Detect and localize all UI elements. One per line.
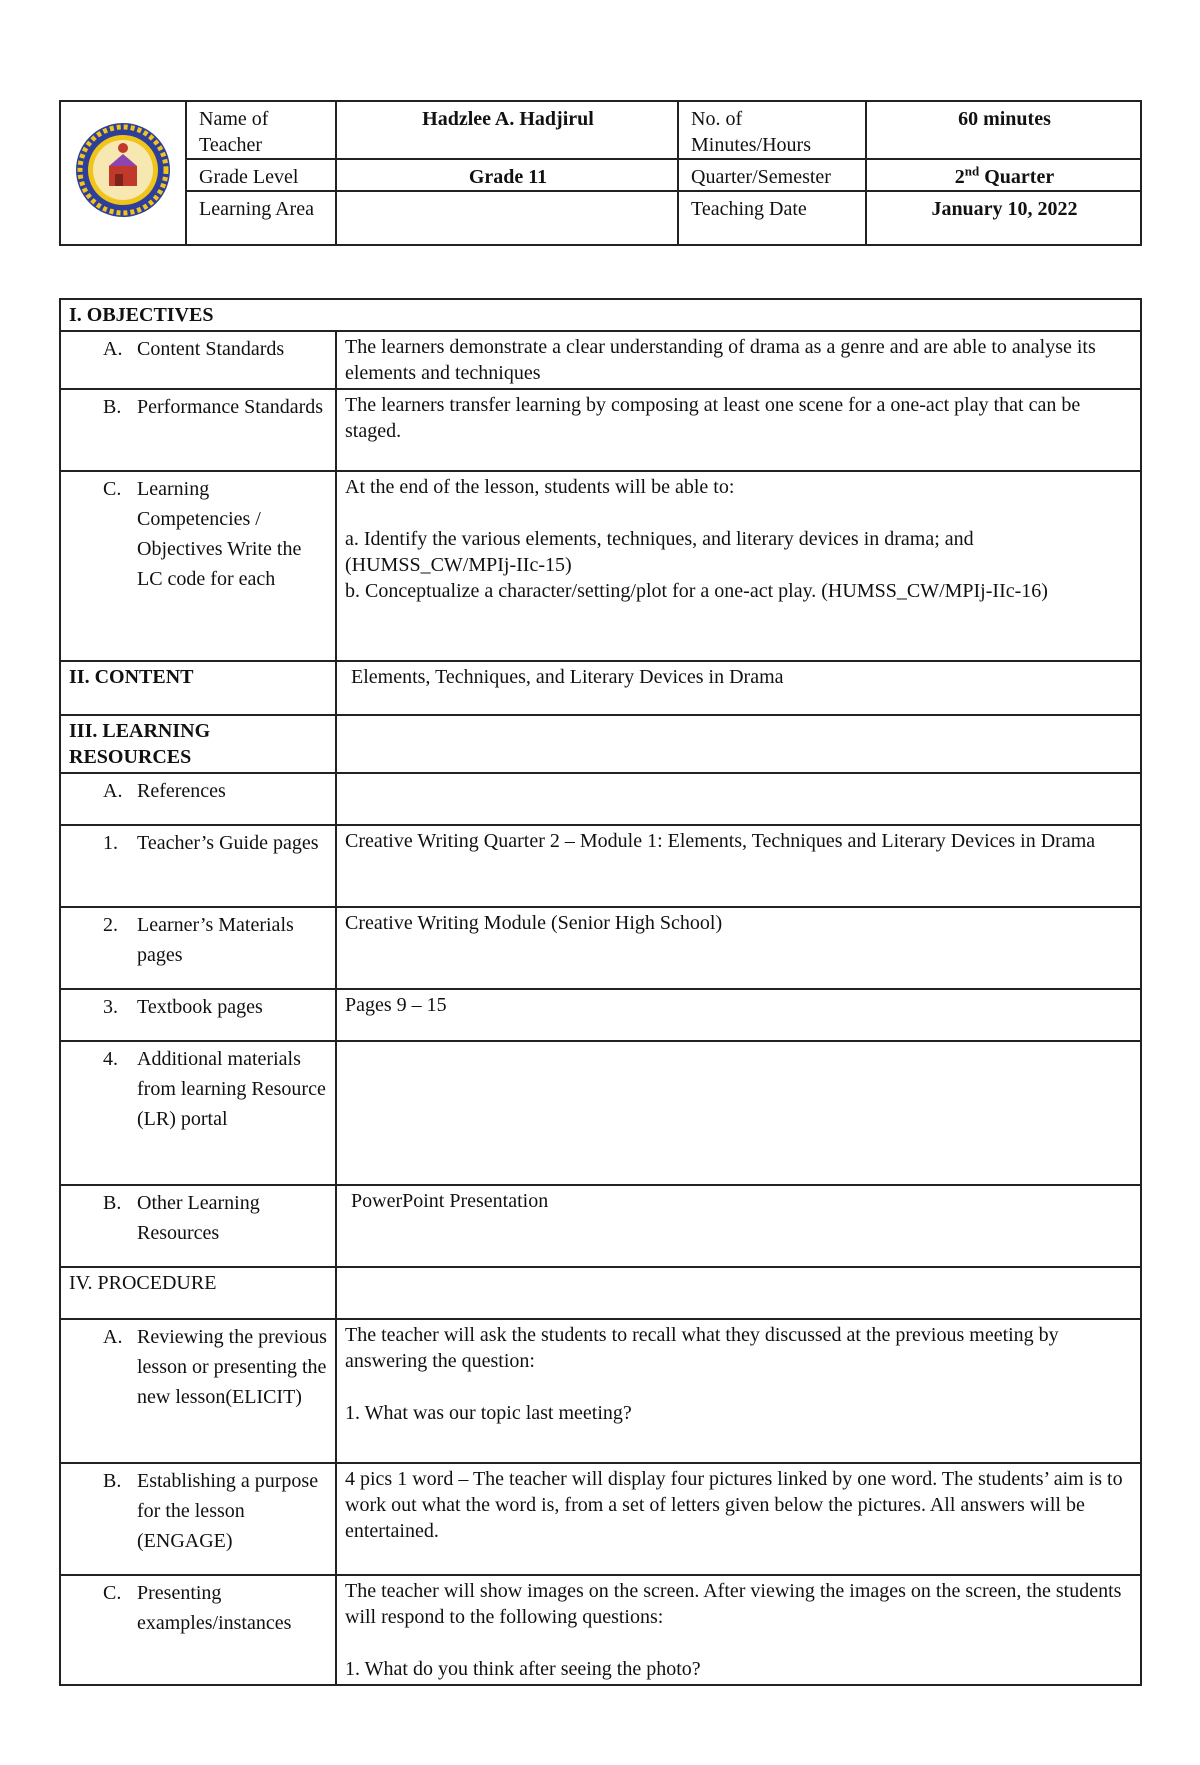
textbook-pages-text: Pages 9 – 15 — [336, 989, 1141, 1041]
quarter-value: 2nd Quarter — [866, 159, 1141, 191]
procedure-heading: IV. PROCEDURE — [60, 1267, 336, 1319]
quarter-label: Quarter/Semester — [678, 159, 866, 191]
procedure-empty — [336, 1267, 1141, 1319]
additional-materials-text — [336, 1041, 1141, 1185]
content-heading: II. CONTENT — [60, 661, 336, 715]
references-empty — [336, 773, 1141, 825]
learning-resources-heading: III. LEARNING RESOURCES — [60, 715, 336, 773]
learning-competencies-label: C. Learning Competencies / Objectives Write the LC code for each — [60, 471, 336, 661]
school-logo — [60, 101, 186, 245]
learning-area-label: Learning Area — [186, 191, 336, 245]
grade-level-label: Grade Level — [186, 159, 336, 191]
teachers-guide-text: Creative Writing Quarter 2 – Module 1: Elements, Techniques and Literary Devices in Drama — [336, 825, 1141, 907]
presenting-question-1: 1. What do you think after seeing the photo? — [345, 1658, 701, 1680]
performance-standards-label: B. Performance Standards — [60, 389, 336, 471]
presenting-examples-label: C. Presenting examples/instances — [60, 1575, 336, 1685]
presenting-examples-text — [336, 1575, 1141, 1685]
learners-materials-text: Creative Writing Module (Senior High School) — [336, 907, 1141, 989]
textbook-pages-label: 3. Textbook pages — [60, 989, 336, 1041]
references-label: A. References — [60, 773, 336, 825]
engage-text: 4 pics 1 word – The teacher will display four pictures linked by one word. The students’ aim is to work out what the word is, from a set of letters given below the pictures. All answers will be entertained. — [336, 1463, 1141, 1575]
objectives-heading: I. OBJECTIVES — [60, 299, 1141, 331]
content-text: Elements, Techniques, and Literary Devices in Drama — [336, 661, 1141, 715]
minutes-label: No. of Minutes/Hours — [678, 101, 866, 159]
elicit-label: A. Reviewing the previous lesson or presenting the new lesson(ELICIT) — [60, 1319, 336, 1463]
content-standards-label: A. Content Standards — [60, 331, 336, 389]
engage-label: B. Establishing a purpose for the lesson (ENGAGE) — [60, 1463, 336, 1575]
minutes-value: 60 minutes — [866, 101, 1141, 159]
elicit-question-1: 1. What was our topic last meeting? — [345, 1402, 632, 1424]
additional-materials-label: 4. Additional materials from learning Resource (LR) portal — [60, 1041, 336, 1185]
lesson-plan-table — [59, 298, 1142, 1686]
lesson-header-table — [59, 100, 1142, 246]
competency-b: b. Conceptualize a character/setting/plot for a one-act play. (HUMSS_CW/MPIj-IIc-16) — [345, 580, 1048, 602]
competency-a: a. Identify the various elements, techniques, and literary devices in drama; and (HUMSS_CW/MPIj-IIc-15) — [345, 528, 974, 576]
elicit-text — [336, 1319, 1141, 1463]
teaching-date-value: January 10, 2022 — [866, 191, 1141, 245]
competencies-intro: At the end of the lesson, students will be able to: — [345, 476, 735, 498]
learning-area-value — [336, 191, 678, 245]
learners-materials-label: 2. Learner’s Materials pages — [60, 907, 336, 989]
school-seal-icon — [73, 120, 173, 220]
teachers-guide-label: 1. Teacher’s Guide pages — [60, 825, 336, 907]
teaching-date-label: Teaching Date — [678, 191, 866, 245]
teacher-name-value: Hadzlee A. Hadjirul — [336, 101, 678, 159]
elicit-description: The teacher will ask the students to recall what they discussed at the previous meeting by answering the question: — [345, 1324, 1059, 1372]
performance-standards-text: The learners transfer learning by composing at least one scene for a one-act play that can be staged. — [336, 389, 1141, 471]
learning-competencies-text — [336, 471, 1141, 661]
content-standards-text: The learners demonstrate a clear understanding of drama as a genre and are able to analyse its elements and techniques — [336, 331, 1141, 389]
teacher-name-label: Name of Teacher — [186, 101, 336, 159]
presenting-description: The teacher will show images on the screen. After viewing the images on the screen, the students will respond to the following questions: — [345, 1580, 1122, 1628]
other-resources-text: PowerPoint Presentation — [336, 1185, 1141, 1267]
learning-resources-empty — [336, 715, 1141, 773]
other-resources-label: B. Other Learning Resources — [60, 1185, 336, 1267]
grade-level-value: Grade 11 — [336, 159, 678, 191]
